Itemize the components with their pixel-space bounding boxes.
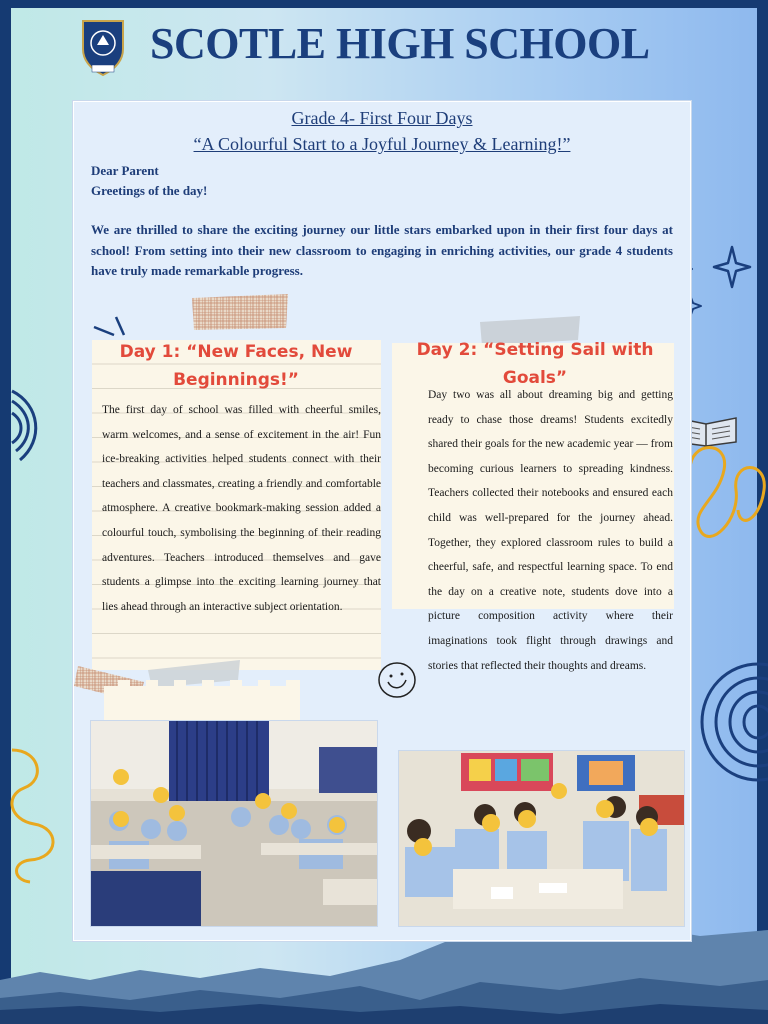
plaid-tape-top	[190, 294, 290, 330]
newsletter-subtitle: “A Colourful Start to a Joyful Journey & Learning!”	[193, 134, 571, 154]
day1-heading: Day 1: “New Faces, New Beginnings!”	[119, 342, 353, 390]
intro-paragraph: We are thrilled to share the exciting journey our little stars embarked upon in their first four days at school! From setting into their new classroom to engaging in enriching activities, our grade 4 students have truly made remarkable progress.	[91, 222, 673, 278]
gold-loops-decoration	[680, 440, 768, 540]
day1-body: The first day of school was filled with cheerful smiles, warm welcomes, and a sense of excitement in the air! Fun ice-breaking activities helped students connect with their teachers and classmates, creating a friendly and comfortable atmosphere. A creative bookmark-making session added a colourful touch, symbolising the beginning of their reading adventures. Teachers introduced themselves and gave students a glimpse into the exciting learning journey that lies ahead through an interactive subject orientation.	[102, 404, 381, 613]
newsletter-title: Grade 4- First Four Days	[291, 108, 473, 128]
day2-heading: Day 2: “Setting Sail with Goals”	[416, 340, 654, 388]
classroom-photo-day1	[90, 720, 378, 927]
frame-top	[0, 0, 768, 8]
day2-body: Day two was all about dreaming big and getting ready to chase those dreams! Students excitedly shared their goals for the new academic year — from becoming curious learners to spreading kindness. Teachers collected their notebooks and ensured each child was well-prepared for the journey ahead. Together, they explored classroom rules to build a cheerful, safe, and respectful learning space. To end the day on a creative note, students dove into a picture composition activity where their imaginations took flight through drawings and stories that reflected their thoughts and dreams.	[428, 389, 673, 672]
spiral-icon	[698, 660, 768, 790]
school-crest-icon	[78, 17, 128, 77]
greeting-line: Greetings of the day!	[91, 183, 208, 198]
school-name: SCOTLE HIGH SCHOOL	[150, 19, 650, 68]
smiley-face-icon	[376, 660, 418, 700]
castle-card-decoration	[104, 678, 300, 722]
classroom-photo-day2	[398, 750, 685, 927]
arc-lines-decoration	[0, 385, 60, 465]
salutation: Dear Parent	[91, 163, 159, 178]
squiggle-icon	[0, 740, 70, 890]
